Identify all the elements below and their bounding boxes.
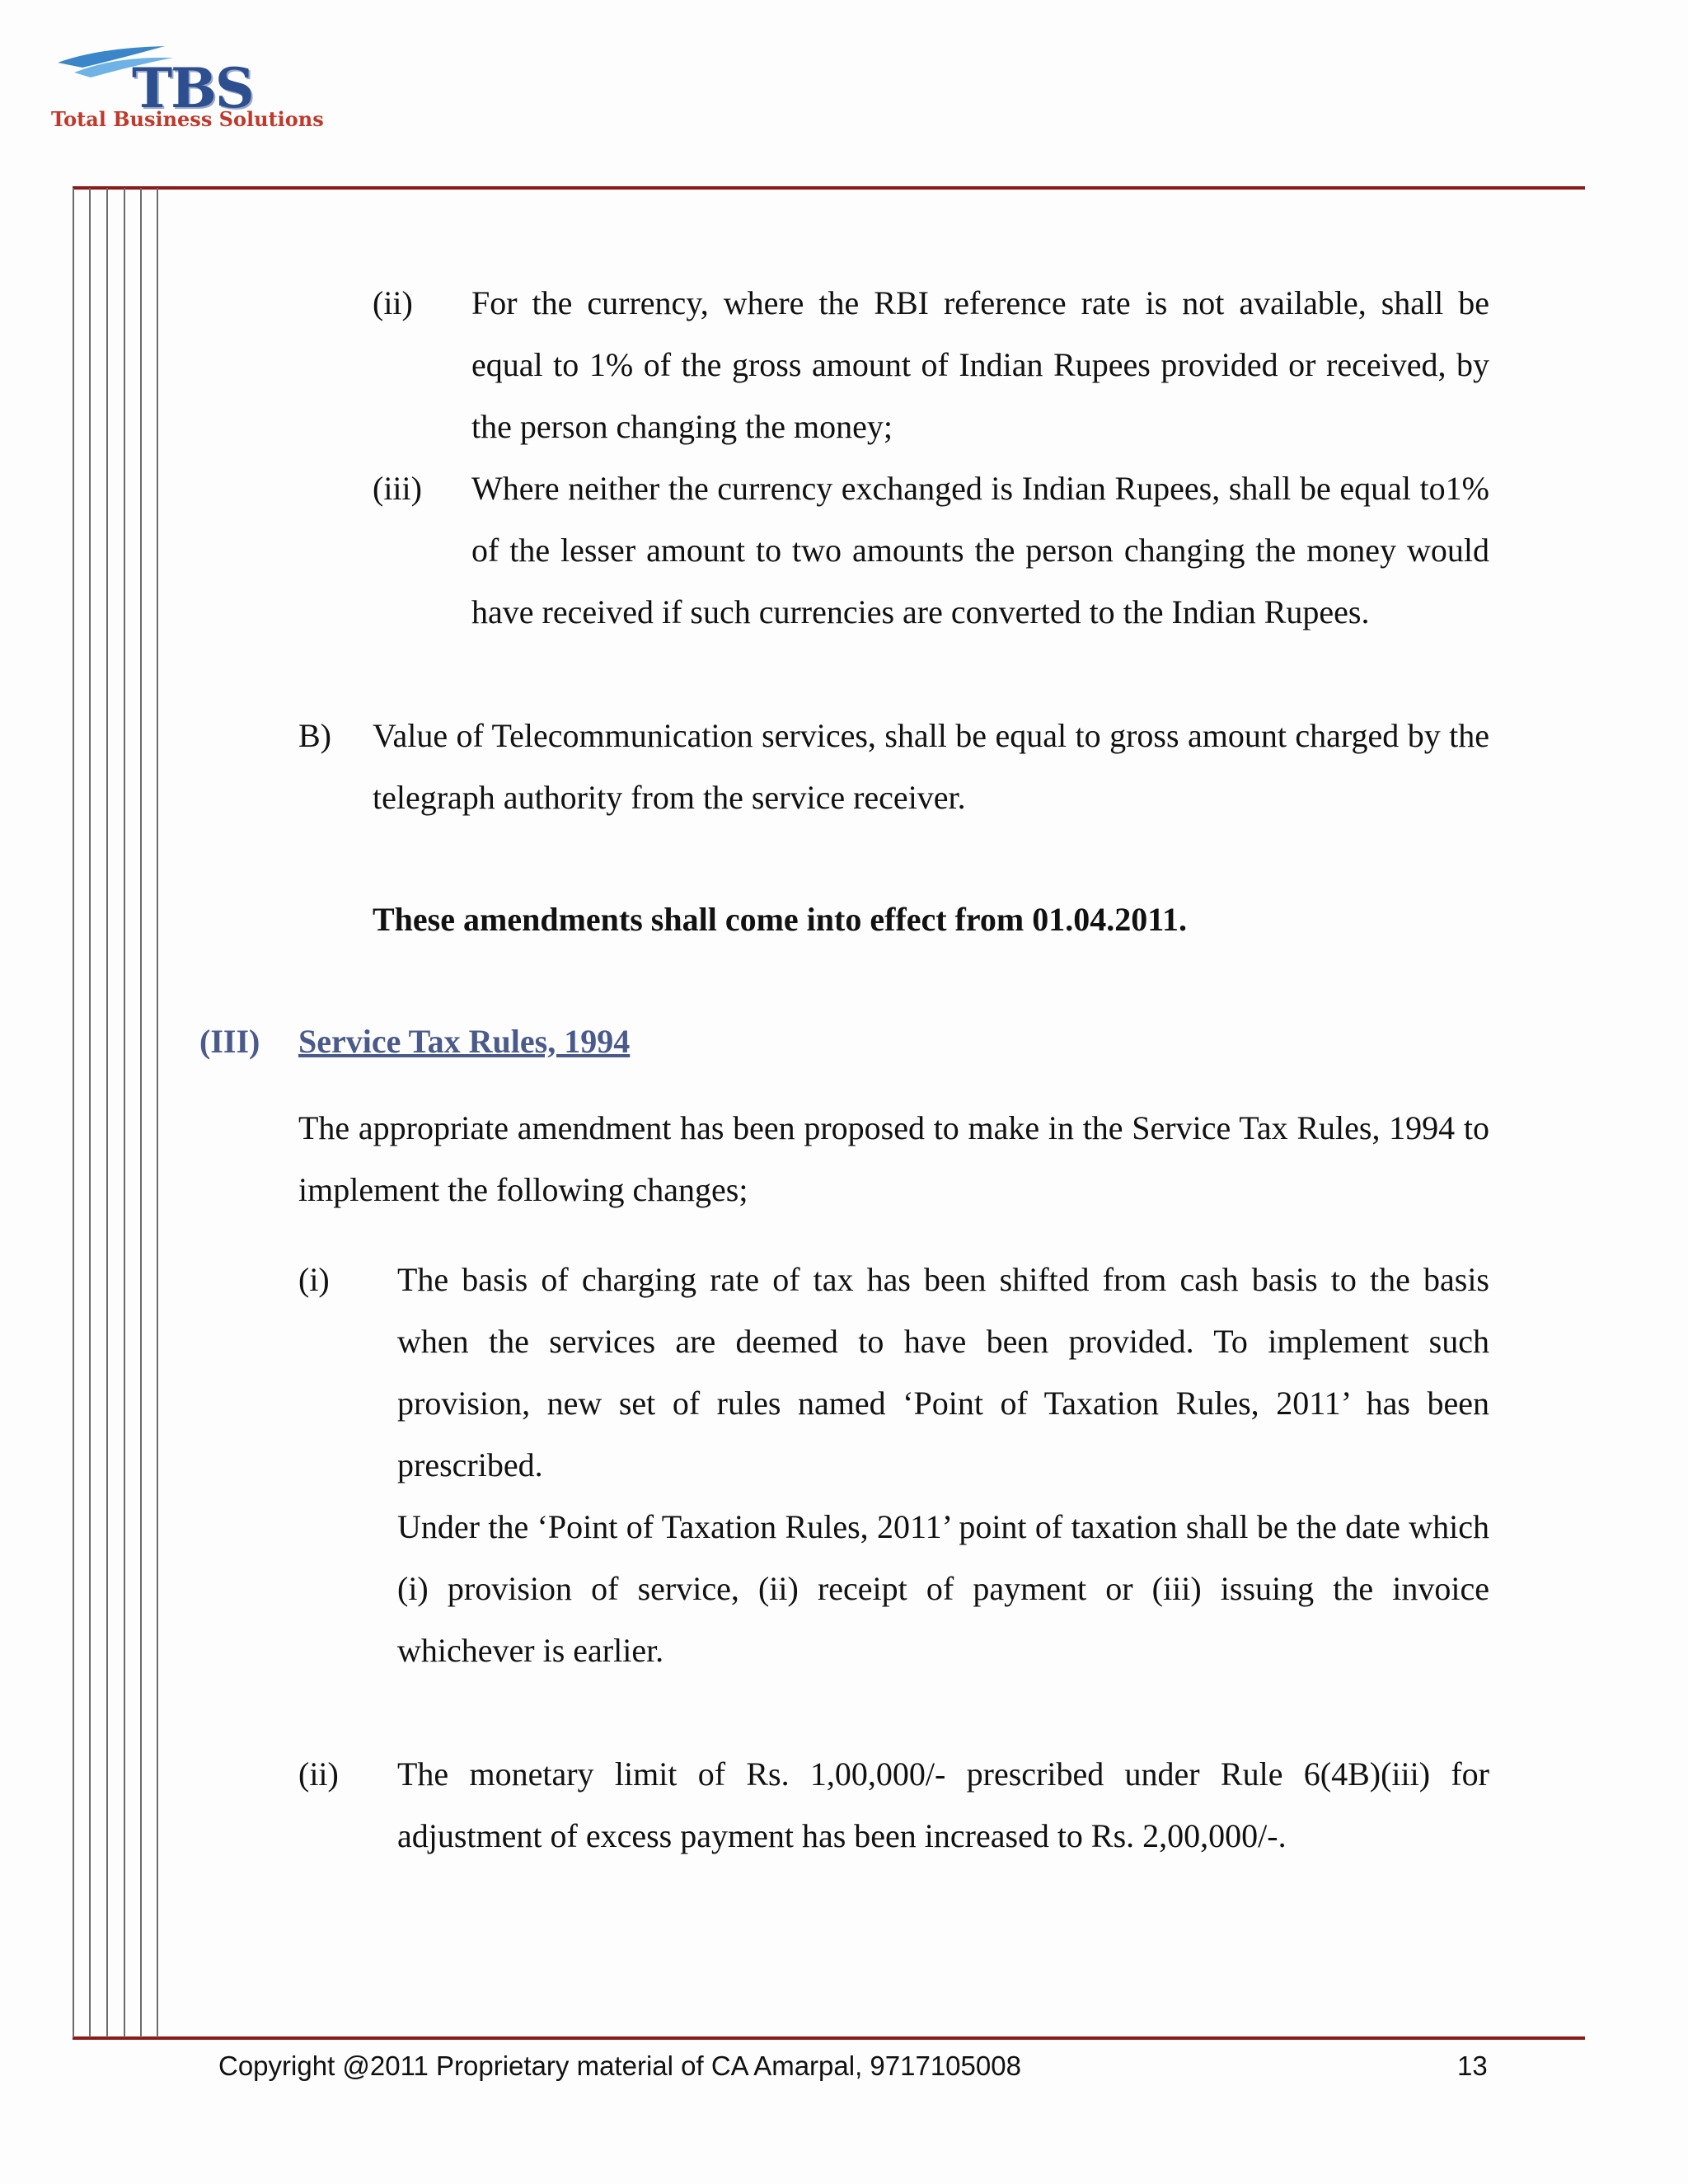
rule-i-text-continued: Under the ‘Point of Taxation Rules, 2011’ point of taxation shall be the date which (i) provision of service, (ii) receipt of payment or (iii) issuing the invoice whichever is earlier. <box>397 1508 1489 1669</box>
section-number: (III) <box>199 1023 260 1060</box>
item-iii-text: Where neither the currency exchanged is Indian Rupees, shall be equal to1% of the lesser amount to two amounts the person changing the money would have received if such currencies are converted to the Indian Rupees. <box>471 470 1489 630</box>
logo-subtitle: Total Business Solutions <box>51 107 324 131</box>
rule-ii-text: The monetary limit of Rs. 1,00,000/- prescribed under Rule 6(4B)(iii) for adjustment of excess payment has been increased to Rs. 2,00,000/-. <box>397 1755 1489 1854</box>
item-ii-marker: (ii) <box>373 284 413 321</box>
page-number: 13 <box>1457 2050 1488 2081</box>
footer-copyright: Copyright @2011 Proprietary material of CA Amarpal, 9717105008 <box>218 2050 1021 2081</box>
footer-rule <box>73 2036 1585 2040</box>
logo-text: TBS <box>132 56 253 120</box>
rule-ii-marker: (ii) <box>298 1755 339 1793</box>
item-b-text: Value of Telecommunication services, shall be equal to gross amount charged by the telegraph authority from the service receiver. <box>373 717 1489 816</box>
rule-i-text: The basis of charging rate of tax has been shifted from cash basis to the basis when the services are deemed to have been provided. To implement such provision, new set of rules named ‘Point of Taxation Rules, 2011’ has been prescribed. <box>397 1261 1489 1483</box>
margin-line <box>106 188 108 2037</box>
margin-line <box>140 188 142 2037</box>
section-title: Service Tax Rules, 1994 <box>298 1023 631 1060</box>
tbs-logo <box>49 40 346 138</box>
effect-note: These amendments shall come into effect from 01.04.2011. <box>373 901 1188 938</box>
margin-line <box>73 188 74 2037</box>
margin-line <box>89 188 91 2037</box>
header-rule <box>73 186 1585 190</box>
margin-line <box>157 188 158 2037</box>
margin-line <box>124 188 125 2037</box>
item-ii-text: For the currency, where the RBI reference rate is not available, shall be equal to 1% of the gross amount of Indian Rupees provided or received, by the person changing the money; <box>471 284 1489 445</box>
item-iii-marker: (iii) <box>373 470 422 507</box>
item-b-marker: B) <box>298 717 331 754</box>
rule-i-marker: (i) <box>298 1261 330 1298</box>
section-intro: The appropriate amendment has been proposed to make in the Service Tax Rules, 1994 to implement the following changes; <box>298 1109 1489 1208</box>
